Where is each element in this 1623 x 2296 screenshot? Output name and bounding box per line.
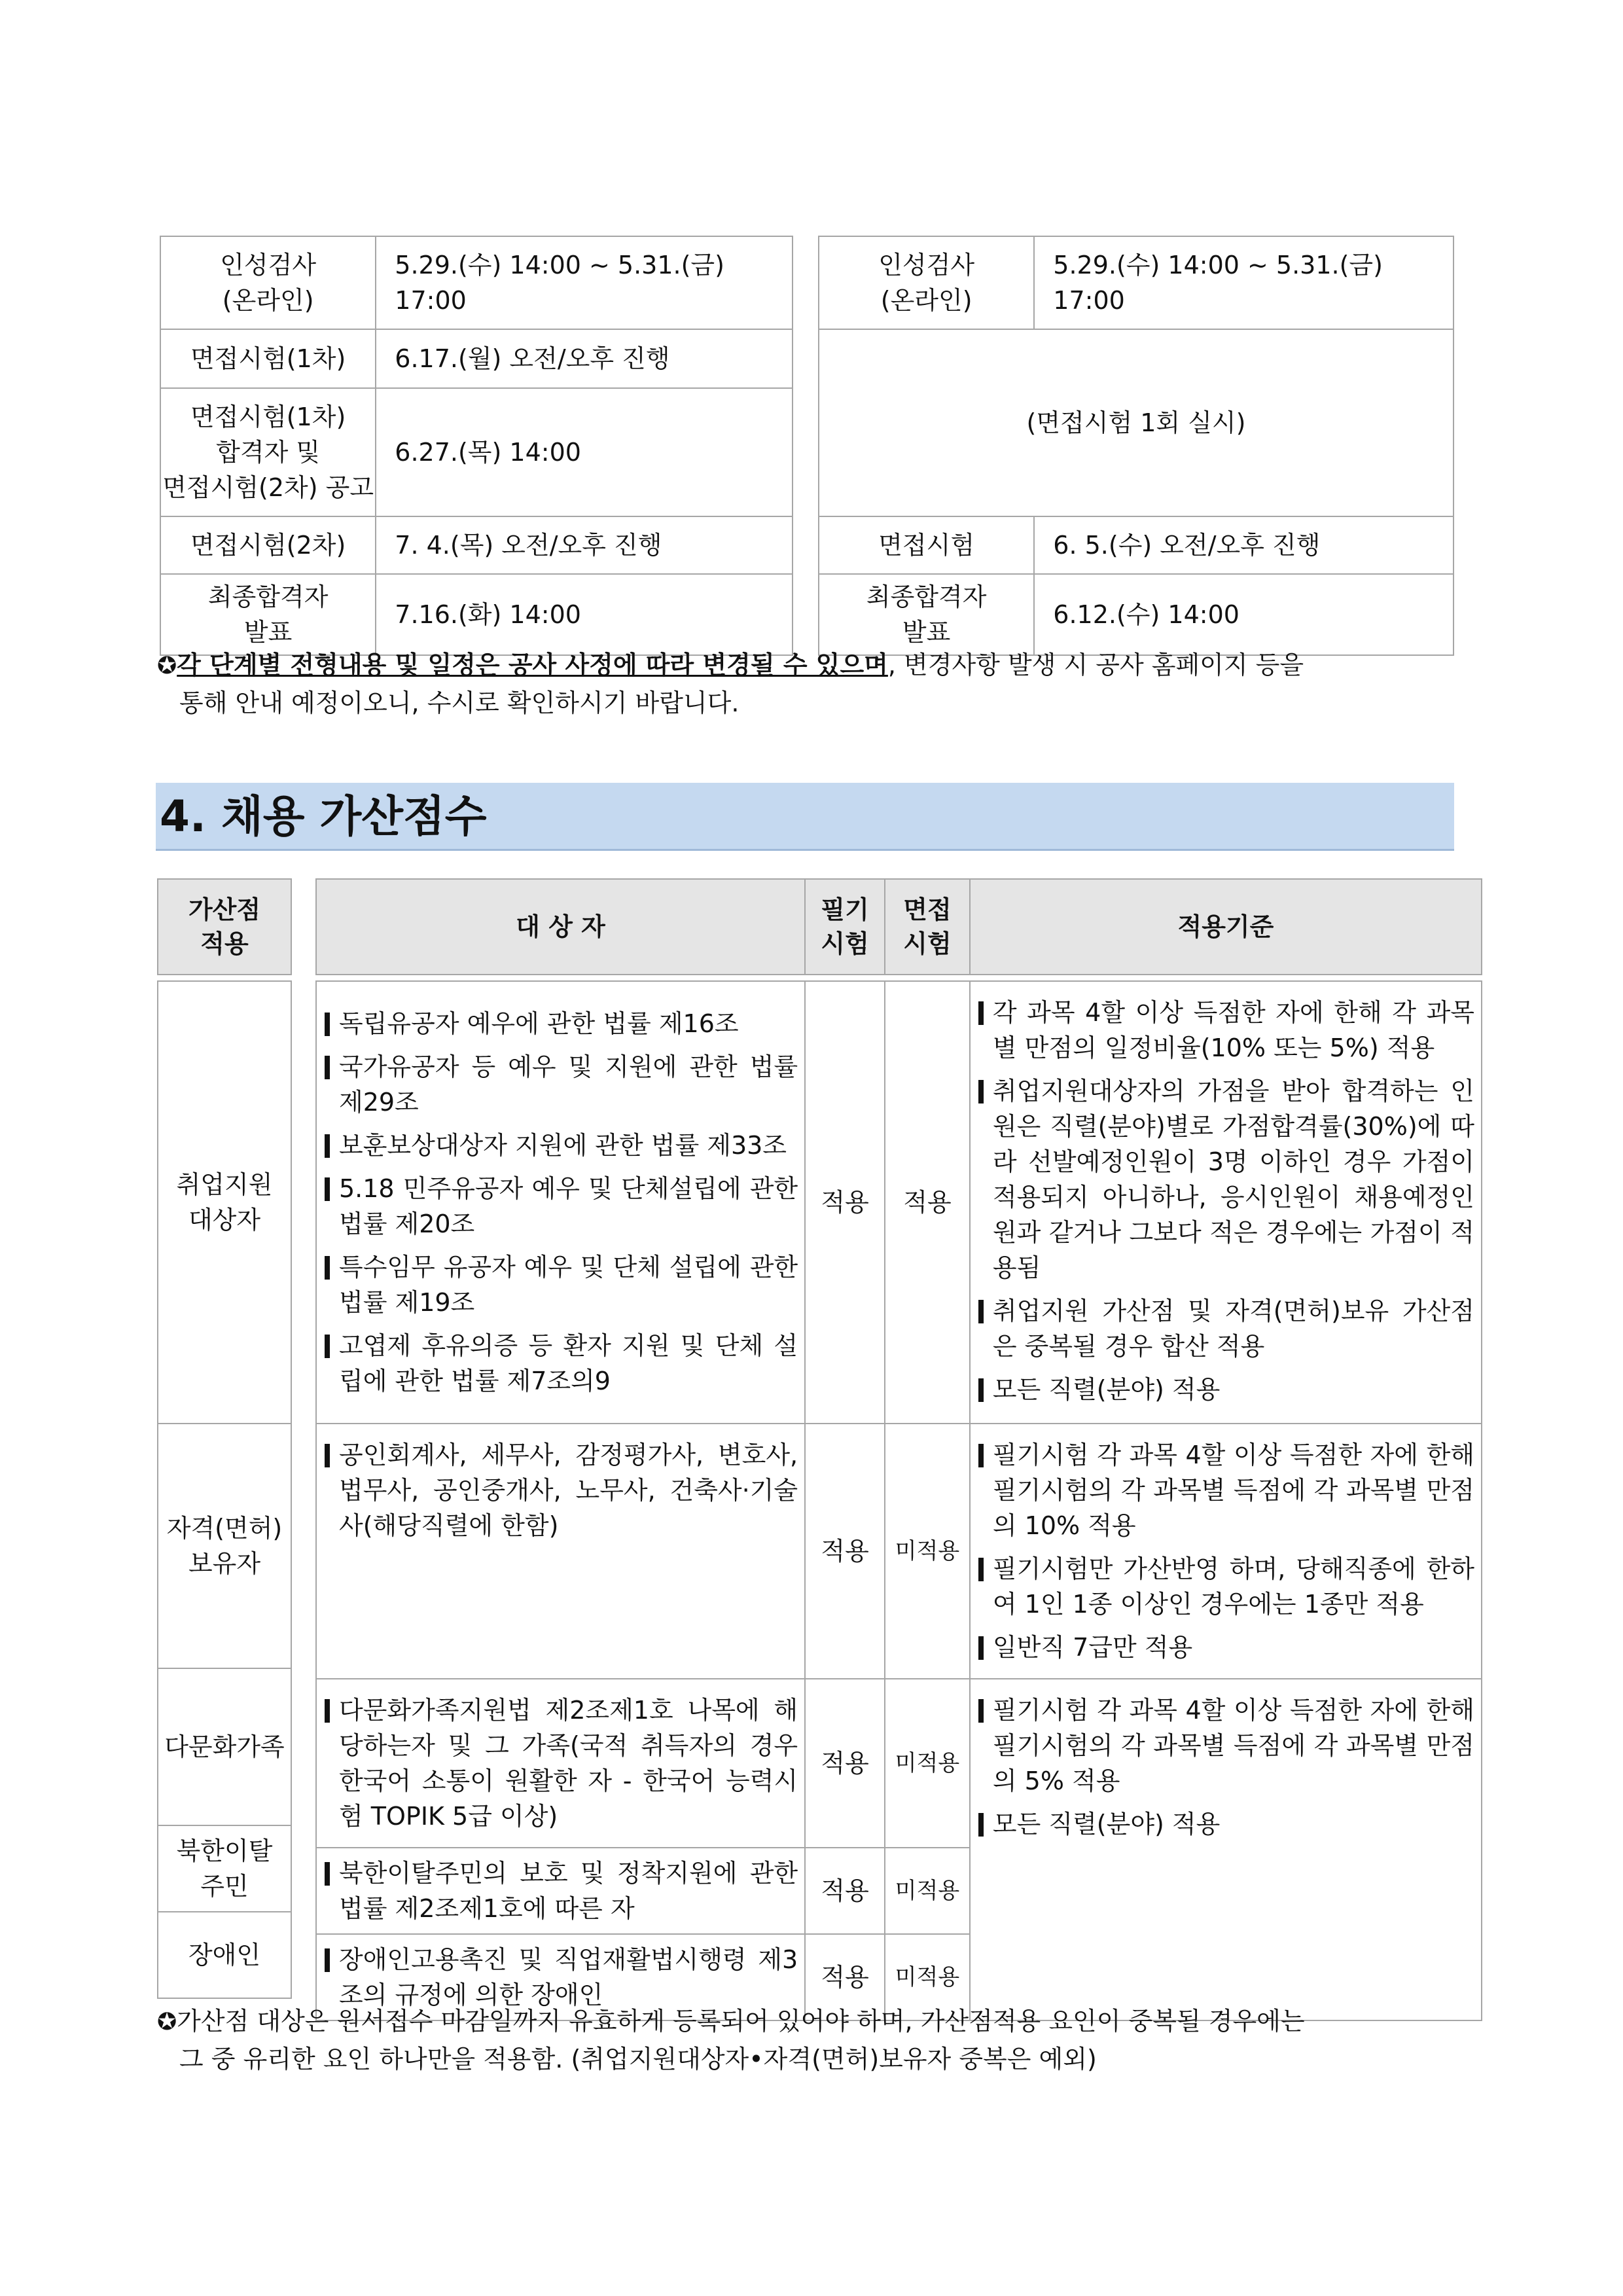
header-gap xyxy=(316,975,1482,981)
schedule-value: 6. 5.(수) 오전/오후 진행 xyxy=(1034,516,1454,574)
criteria-employment-support xyxy=(970,981,1482,1424)
schedule-label: 면접시험(1차) 합격자 및 면접시험(2차) 공고 xyxy=(160,388,376,516)
category-disabled: 장애인 xyxy=(158,1912,291,1998)
schedule-value: 7.16.(화) 14:00 xyxy=(376,574,793,655)
schedule-label: 인성검사 (온라인) xyxy=(160,236,376,329)
header-written: 필기 시험 xyxy=(805,879,885,975)
schedule-label: 면접시험(1차) xyxy=(160,329,376,388)
schedule-notice-line1 xyxy=(157,647,1466,685)
criteria-license-holder xyxy=(970,1424,1482,1679)
schedule-table-left xyxy=(160,236,793,656)
header-criteria: 적용기준 xyxy=(970,879,1482,975)
written-applies: 적용 xyxy=(805,981,885,1424)
criteria-multicultural-defector-disabled xyxy=(970,1679,1482,2020)
targets-north-korean-defector xyxy=(316,1848,805,1934)
target-item: 보훈보상대상자 지원에 관한 법률 제33조 xyxy=(325,1128,798,1163)
targets-license-holder xyxy=(316,1424,805,1679)
interview-applies: 미적용 xyxy=(885,1848,970,1934)
bonus-main-table xyxy=(315,878,1482,2021)
category-north-korean-defector: 북한이탈 주민 xyxy=(158,1825,291,1912)
interview-applies: 미적용 xyxy=(885,1424,970,1679)
schedule-value: 7. 4.(목) 오전/오후 진행 xyxy=(376,516,793,574)
bonus-notice-text1: 가산점 대상은 원서접수 마감일까지 유효하게 등록되어 있어야 하며, 가산점적용 요인이 중복될 경우에는 xyxy=(177,2007,1305,2036)
schedule-value: 6.17.(월) 오전/오후 진행 xyxy=(376,329,793,388)
schedule-label: 최종합격자 발표 xyxy=(819,574,1034,655)
criteria-item: 각 과목 4할 이상 득점한 자에 한해 각 과목별 만점의 일정비율(10% 또는 5%) 적용 xyxy=(978,995,1474,1066)
schedule-label: 면접시험 xyxy=(819,516,1034,574)
target-item: 국가유공자 등 예우 및 지원에 관한 법률 제29조 xyxy=(325,1049,798,1120)
criteria-item: 필기시험 각 과목 4할 이상 득점한 자에 한해 필기시험의 각 과목별 득점에 각 과목별 만점의 5% 적용 xyxy=(978,1693,1474,1799)
criteria-item: 취업지원 가산점 및 자격(면허)보유 가산점은 중복될 경우 합산 적용 xyxy=(978,1293,1474,1364)
target-item: 특수임무 유공자 예우 및 단체 설립에 관한 법률 제19조 xyxy=(325,1249,798,1320)
section-title: 4. 채용 가산점수 xyxy=(156,783,1454,851)
bonus-notice-line1 xyxy=(157,2003,1466,2041)
schedule-label: 최종합격자 발표 xyxy=(160,574,376,655)
target-item: 고엽제 후유의증 등 환자 지원 및 단체 설립에 관한 법률 제7조의9 xyxy=(325,1328,798,1399)
notice-emphasis: 각 단계별 전형내용 및 일정은 공사 사정에 따라 변경될 수 있으며 xyxy=(177,651,888,679)
header-gap xyxy=(158,975,291,981)
schedule-notice xyxy=(157,647,1466,721)
schedule-value: 5.29.(수) 14:00 ~ 5.31.(금) 17:00 xyxy=(376,236,793,329)
notice-mark-icon: ✪ xyxy=(157,2009,177,2036)
target-item: 5.18 민주유공자 예우 및 단체설립에 관한 법률 제20조 xyxy=(325,1171,798,1242)
criteria-item: 모든 직렬(분야) 적용 xyxy=(978,1372,1474,1407)
interview-applies: 적용 xyxy=(885,981,970,1424)
criteria-item: 필기시험 각 과목 4할 이상 득점한 자에 한해 필기시험의 각 과목별 득점에 각 과목별 만점의 10% 적용 xyxy=(978,1437,1474,1543)
target-item: 공인회계사, 세무사, 감정평가사, 변호사, 법무사, 공인중개사, 노무사, 건축사·기술사(해당직렬에 한함) xyxy=(325,1437,798,1543)
target-item: 독립유공자 예우에 관한 법률 제16조 xyxy=(325,1006,798,1041)
category-multicultural: 다문화가족 xyxy=(158,1668,291,1825)
schedule-label: 면접시험(2차) xyxy=(160,516,376,574)
targets-multicultural xyxy=(316,1679,805,1848)
schedule-value: 5.29.(수) 14:00 ~ 5.31.(금) 17:00 xyxy=(1034,236,1454,329)
schedule-label: 인성검사 (온라인) xyxy=(819,236,1034,329)
criteria-item: 모든 직렬(분야) 적용 xyxy=(978,1806,1474,1842)
criteria-item: 취업지원대상자의 가점을 받아 합격하는 인원은 직렬(분야)별로 가점합격률(30%)에 따라 선발예정인원이 3명 이하인 경우 가점이 적용되지 아니하나, 응시인원이 채용예정인원과 같거나 그보다 적은 경우에는 가점이 적용됨 xyxy=(978,1073,1474,1285)
schedule-merged-note: (면접시험 1회 실시) xyxy=(819,329,1454,516)
category-license-holder: 자격(면허) 보유자 xyxy=(158,1424,291,1668)
header-interview: 면접 시험 xyxy=(885,879,970,975)
target-item: 장애인고용촉진 및 직업재활법시행령 제3조의 규정에 의한 장애인 xyxy=(325,1942,798,2013)
schedule-table-right xyxy=(818,236,1454,656)
written-applies: 적용 xyxy=(805,1934,885,2020)
target-item: 다문화가족지원법 제2조제1호 나목에 해당하는자 및 그 가족(국적 취득자의 경우 한국어 소통이 원활한 자 - 한국어 능력시험 TOPIK 5급 이상) xyxy=(325,1693,798,1834)
bonus-notice-line2: 그 중 유리한 요인 하나만을 적용함. (취업지원대상자•자격(면허)보유자 중복은 예외) xyxy=(179,2045,1097,2073)
criteria-item: 필기시험만 가산반영 하며, 당해직종에 한하여 1인 1종 이상인 경우에는 1종만 적용 xyxy=(978,1551,1474,1622)
interview-applies: 미적용 xyxy=(885,1934,970,2020)
criteria-item: 일반직 7급만 적용 xyxy=(978,1630,1474,1665)
target-item: 북한이탈주민의 보호 및 정착지원에 관한 법률 제2조제1호에 따른 자 xyxy=(325,1856,798,1926)
written-applies: 적용 xyxy=(805,1424,885,1679)
targets-employment-support xyxy=(316,981,805,1424)
schedule-notice-line2: 통해 안내 예정이오니, 수시로 확인하시기 바랍니다. xyxy=(179,689,740,717)
written-applies: 적용 xyxy=(805,1848,885,1934)
written-applies: 적용 xyxy=(805,1679,885,1848)
notice-mark-icon: ✪ xyxy=(157,653,177,679)
category-employment-support: 취업지원 대상자 xyxy=(158,981,291,1424)
schedule-value: 6.12.(수) 14:00 xyxy=(1034,574,1454,655)
schedule-value: 6.27.(목) 14:00 xyxy=(376,388,793,516)
bonus-notice xyxy=(157,2003,1466,2077)
header-category: 가산점 적용 xyxy=(158,879,291,975)
bonus-category-column xyxy=(157,878,292,1999)
notice-rest: , 변경사항 발생 시 공사 홈페이지 등을 xyxy=(887,651,1304,679)
interview-applies: 미적용 xyxy=(885,1679,970,1848)
header-target: 대 상 자 xyxy=(316,879,805,975)
